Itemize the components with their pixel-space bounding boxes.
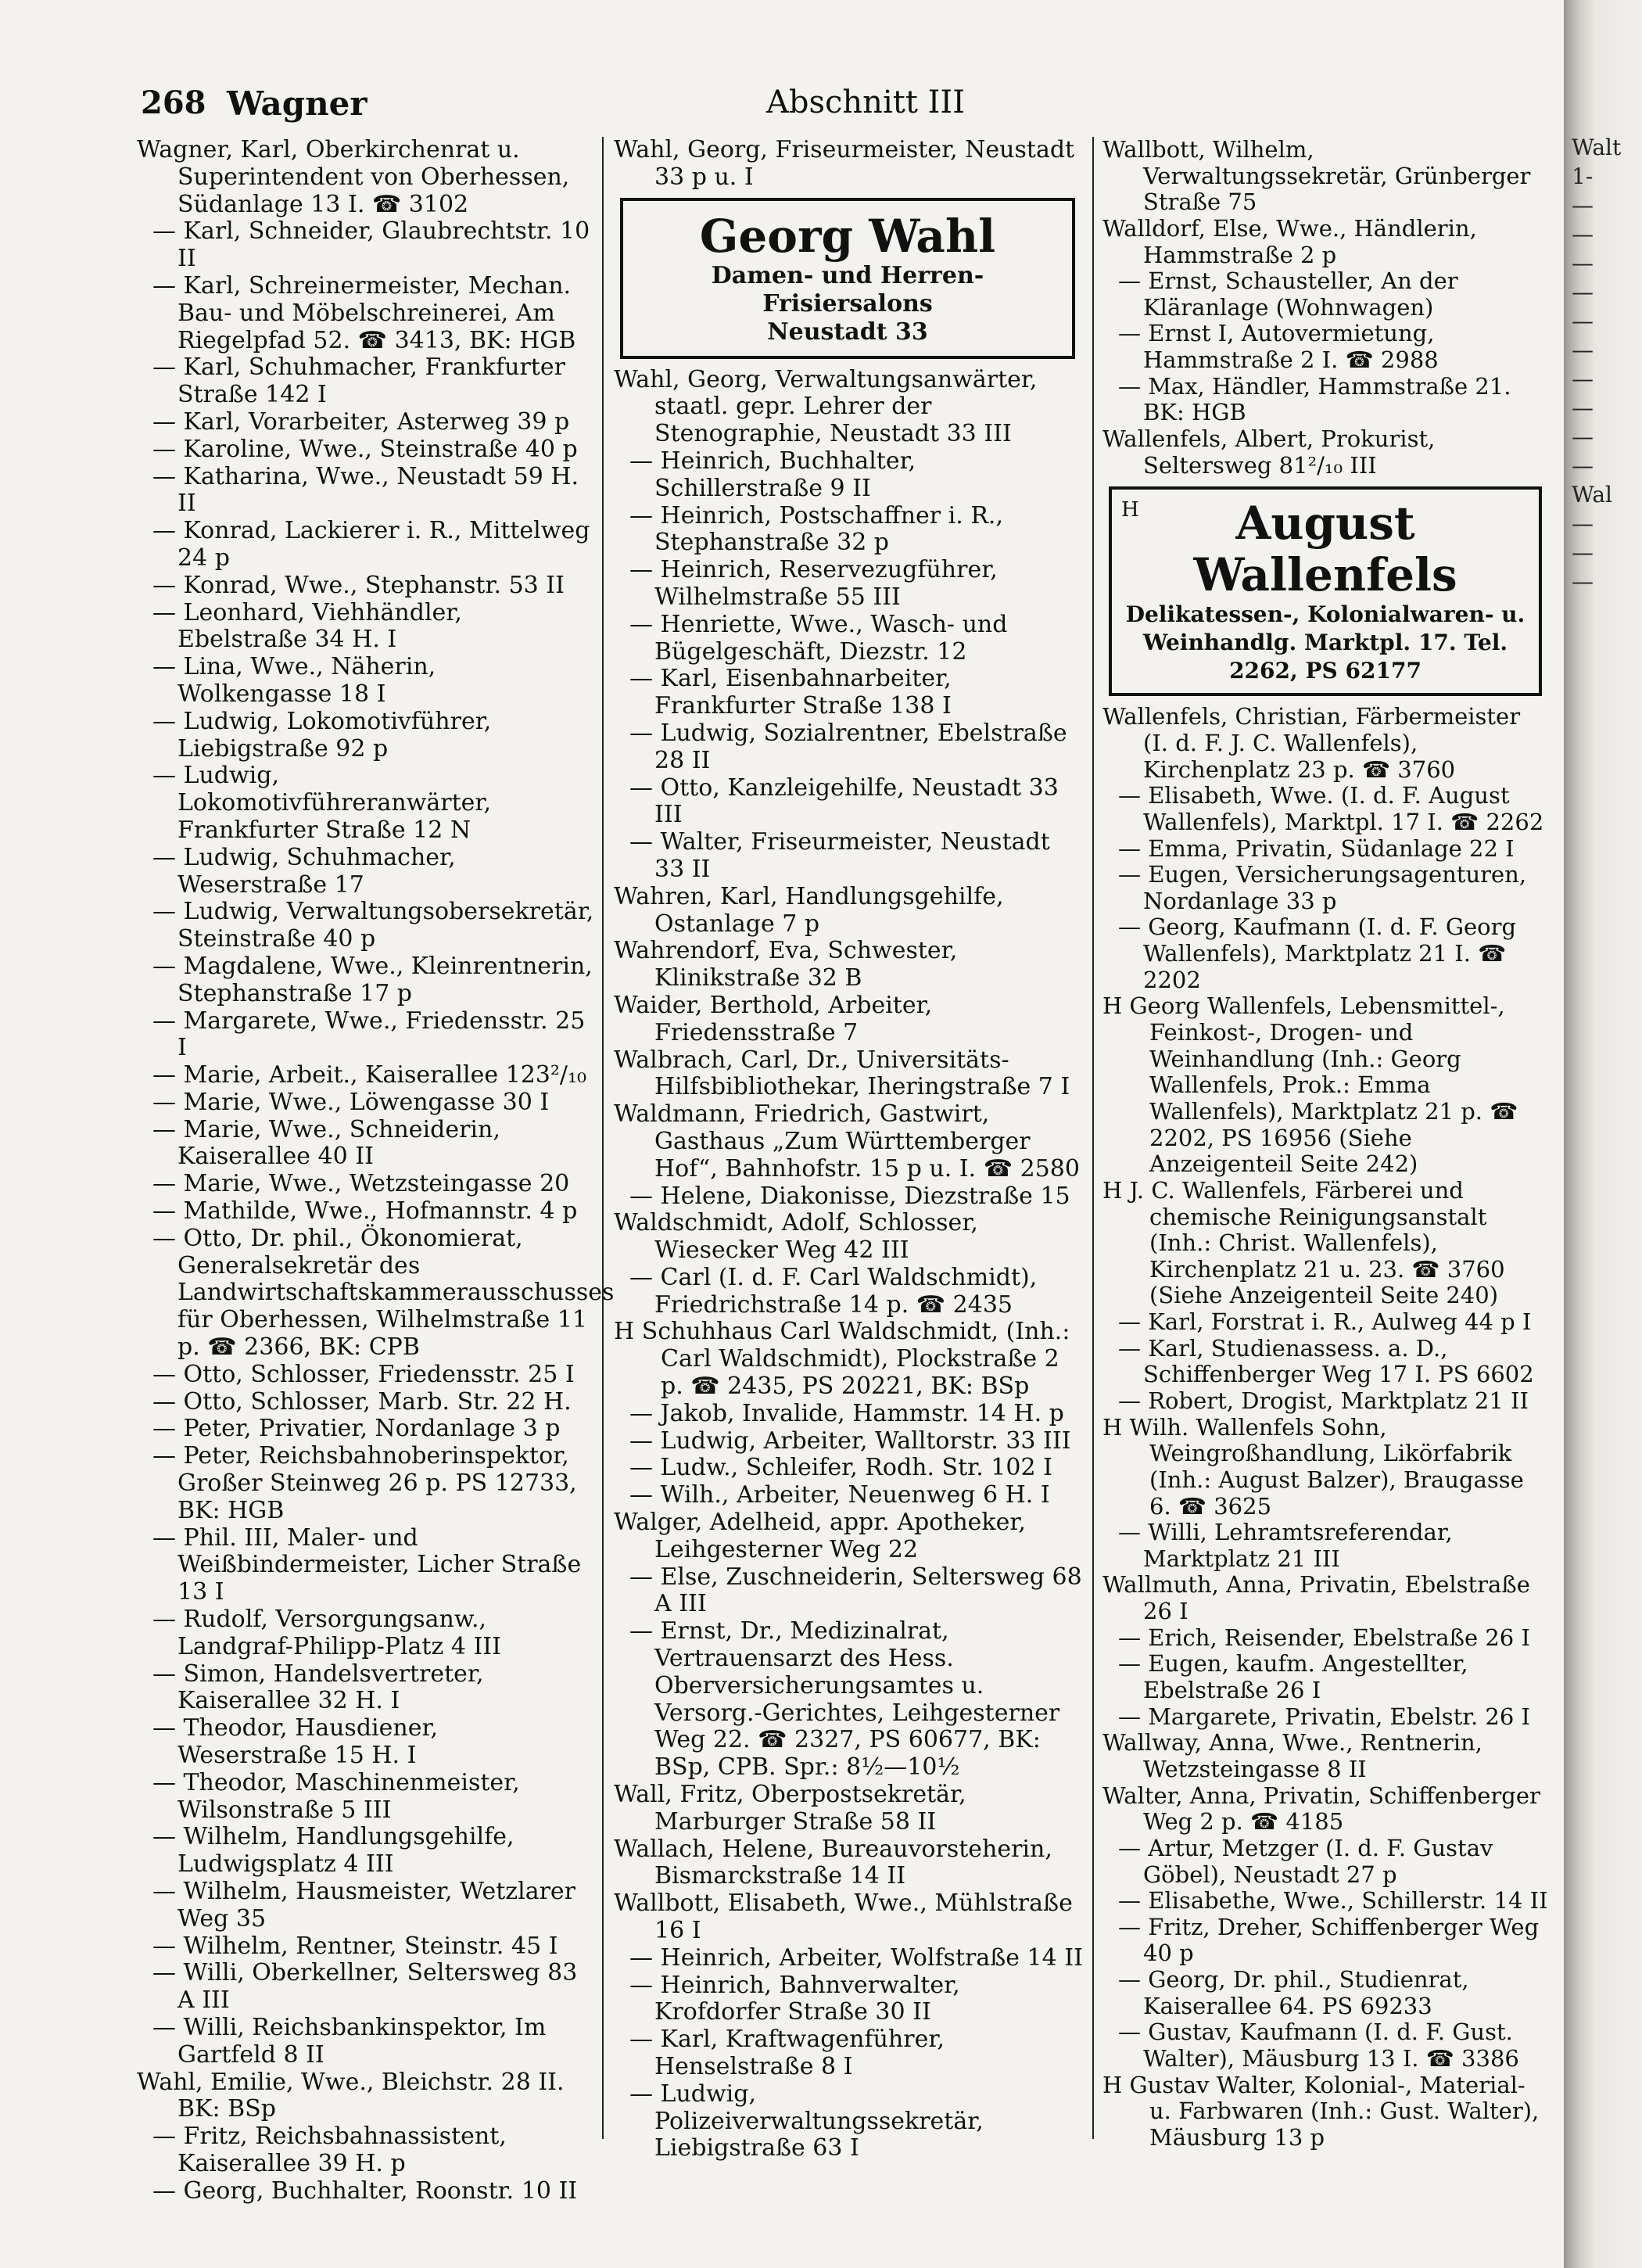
directory-entry: — Karl, Vorarbeiter, Asterweg 39 p <box>152 407 570 436</box>
directory-entry: Wallach, Helene, Bureauvorsteherin, Bismarckstraße 14 II <box>614 1835 1052 1890</box>
directory-entry: — Ernst, Dr., Medizinalrat, Vertrauensarzt des Hess. Oberversicherungsamtes u. Versorg.-Gerichtes, Leihgesterner Weg 22. ☎ 2327, PS 60677, BK: BSp, CPB. Spr.: 8½—10½ <box>629 1617 1060 1782</box>
directory-entry: — Karl, Kraftwagenführer, Henselstraße 8 I <box>629 2026 945 2080</box>
directory-entry: — Phil. III, Maler- und Weißbindermeister, Licher Straße 13 I <box>152 1523 582 1606</box>
page-header <box>141 84 1110 131</box>
column-rule <box>1092 137 1094 2139</box>
directory-entry: — Ernst I, Autovermietung, Hammstraße 2 I. ☎ 2988 <box>1118 320 1439 374</box>
directory-entry: — Simon, Handelsvertreter, Kaiserallee 32 H. I <box>152 1660 484 1715</box>
directory-entry: — Mathilde, Wwe., Hofmannstr. 4 p <box>152 1197 578 1226</box>
directory-entry: Walger, Adelheid, appr. Apotheker, Leihgesterner Weg 22 <box>614 1509 1026 1563</box>
directory-entry: — Karl, Schuhmacher, Frankfurter Straße 142 I <box>152 353 565 409</box>
ad-line: Delikatessen-, Kolonialwaren- u. Weinhandlg. Marktpl. 17. Tel. 2262, PS 62177 <box>1125 601 1525 684</box>
directory-entry: Wahrendorf, Eva, Schwester, Klinikstraße 32 B <box>614 937 958 992</box>
column-3 <box>1102 137 1548 2151</box>
edge-fragment: — <box>1572 569 1594 594</box>
edge-fragment: — <box>1572 250 1594 276</box>
directory-entry: Wahren, Karl, Handlungsgehilfe, Ostanlage 7 p <box>614 882 1004 938</box>
edge-fragment: — <box>1572 337 1594 363</box>
directory-entry: — Eugen, kaufm. Angestellter, Ebelstraße 26 I <box>1118 1650 1468 1704</box>
directory-entry: — Otto, Kanzleigehilfe, Neustadt 33 III <box>629 773 1059 829</box>
directory-entry: — Erich, Reisender, Ebelstraße 26 I <box>1118 1624 1530 1651</box>
directory-entry: — Willi, Lehramtsreferendar, Marktplatz 21 III <box>1118 1519 1453 1572</box>
directory-entry: Wahl, Georg, Verwaltungsanwärter, staatl. gepr. Lehrer der Stenographie, Neustadt 33 III <box>614 365 1038 448</box>
directory-entry: Wahl, Georg, Friseurmeister, Neustadt 33 p u. I <box>614 136 1075 191</box>
directory-entry: H Schuhhaus Carl Waldschmidt, (Inh.: Carl Waldschmidt), Plockstraße 2 p. ☎ 2435, PS 20221, BK: BSp <box>614 1318 1070 1401</box>
directory-entry: — Ludwig, Lokomotivführer, Liebigstraße 92 p <box>152 707 492 763</box>
directory-entry: — Margarete, Wwe., Friedensstr. 25 I <box>152 1007 586 1062</box>
directory-entry: — Georg, Buchhalter, Roonstr. 10 II <box>152 2176 578 2205</box>
directory-entry: — Peter, Reichsbahnoberinspektor, Großer Steinweg 26 p. PS 12733, BK: HGB <box>152 1442 577 1524</box>
edge-fragment: — <box>1572 540 1594 565</box>
directory-entry: Waldschmidt, Adolf, Schlosser, Wiesecker Weg 42 III <box>614 1209 978 1265</box>
directory-entry: — Georg, Kaufmann (I. d. F. Georg Wallenfels), Marktplatz 21 I. ☎ 2202 <box>1118 913 1517 993</box>
ad-title: August Wallenfels <box>1193 497 1457 602</box>
column-2 <box>614 137 1083 2162</box>
ad-title: Georg Wahl <box>699 209 996 263</box>
directory-entry: Wallmuth, Anna, Privatin, Ebelstraße 26 I <box>1102 1571 1530 1625</box>
directory-entry: — Leonhard, Viehhändler, Ebelstraße 34 H. I <box>152 598 462 654</box>
directory-entry: — Ludw., Schleifer, Rodh. Str. 102 I <box>629 1454 1052 1482</box>
directory-entry: Wallbott, Wilhelm, Verwaltungssekretär, Grünberger Straße 75 <box>1102 136 1531 216</box>
directory-entry: — Willi, Reichsbankinspektor, Im Gartfeld 8 II <box>152 2013 547 2069</box>
directory-entry: — Elisabethe, Wwe., Schillerstr. 14 II <box>1118 1887 1548 1915</box>
edge-fragment: — <box>1572 192 1594 218</box>
ad-mark: H <box>1121 498 1139 522</box>
directory-entry: — Ludwig, Sozialrentner, Ebelstraße 28 II <box>629 719 1067 774</box>
directory-entry: — Rudolf, Versorgungsanw., Landgraf-Philipp-Platz 4 III <box>152 1606 502 1660</box>
directory-entry: — Henriette, Wwe., Wasch- und Bügelgeschäft, Diezstr. 12 <box>629 610 1008 666</box>
directory-entry: — Robert, Drogist, Marktplatz 21 II <box>1118 1387 1529 1414</box>
directory-entry: H Wilh. Wallenfels Sohn, Weingroßhandlung, Likörfabrik (Inh.: August Balzer), Braugasse 6. ☎ 3625 <box>1102 1413 1524 1520</box>
directory-entry: — Carl (I. d. F. Carl Waldschmidt), Friedrichstraße 14 p. ☎ 2435 <box>629 1263 1038 1319</box>
directory-entry: Walbrach, Carl, Dr., Universitäts-Hilfsbibliothekar, Iheringstraße 7 I <box>614 1046 1070 1101</box>
directory-entry: — Otto, Schlosser, Friedensstr. 25 I <box>152 1360 575 1388</box>
ad-august-wallenfels <box>1109 486 1542 696</box>
directory-entry: — Wilhelm, Handlungsgehilfe, Ludwigsplatz 4 III <box>152 1823 514 1879</box>
directory-entry: — Lina, Wwe., Näherin, Wolkengasse 18 I <box>152 653 436 708</box>
edge-fragment: — <box>1572 453 1594 479</box>
directory-entry: Wall, Fritz, Oberpostsekretär, Marburger Straße 58 II <box>614 1781 966 1836</box>
directory-entry: — Marie, Wwe., Schneiderin, Kaiserallee 40 II <box>152 1115 500 1171</box>
directory-entry: — Karl, Eisenbahnarbeiter, Frankfurter Straße 138 I <box>629 665 952 720</box>
directory-entry: — Fritz, Reichsbahnassistent, Kaiserallee 39 H. p <box>152 2123 507 2177</box>
directory-entry: — Konrad, Lackierer i. R., Mittelweg 24 p <box>152 517 590 572</box>
directory-entry: — Emma, Privatin, Südanlage 22 I <box>1118 834 1515 862</box>
directory-entry: — Karoline, Wwe., Steinstraße 40 p <box>152 435 578 463</box>
column-1 <box>137 136 615 2205</box>
directory-entry: — Fritz, Dreher, Schiffenberger Weg 40 p <box>1118 1913 1540 1967</box>
directory-entry: — Marie, Wwe., Löwengasse 30 I <box>152 1088 550 1116</box>
directory-entry: — Artur, Metzger (I. d. F. Gustav Göbel), Neustadt 27 p <box>1118 1834 1493 1888</box>
directory-entry: — Heinrich, Postschaffner i. R., Stephanstraße 32 p <box>629 501 1003 557</box>
directory-entry: — Karl, Forstrat i. R., Aulweg 44 p I <box>1118 1308 1532 1336</box>
directory-entry: — Magdalene, Wwe., Kleinrentnerin, Stephanstraße 17 p <box>152 952 593 1007</box>
ad-line: Neustadt 33 <box>767 318 928 346</box>
directory-entry: — Katharina, Wwe., Neustadt 59 H. II <box>152 462 579 518</box>
directory-entry: H Gustav Walter, Kolonial-, Material- u. Farbwaren (Inh.: Gust. Walter), Mäusburg 13 p <box>1102 2071 1540 2151</box>
directory-entry: Wallenfels, Albert, Prokurist, Seltersweg 81²/₁₀ III <box>1102 425 1436 479</box>
directory-entry: — Jakob, Invalide, Hammstr. 14 H. p <box>629 1399 1064 1427</box>
directory-entry: — Peter, Privatier, Nordanlage 3 p <box>152 1415 561 1443</box>
directory-entry: — Wilhelm, Rentner, Steinstr. 45 I <box>152 1932 558 1960</box>
directory-entry: — Konrad, Wwe., Stephanstr. 53 II <box>152 571 565 599</box>
directory-entry: — Helene, Diakonisse, Diezstraße 15 <box>629 1182 1070 1210</box>
directory-entry: Walldorf, Else, Wwe., Händlerin, Hammstraße 2 p <box>1102 214 1477 268</box>
directory-entry: — Wilhelm, Hausmeister, Wetzlarer Weg 35 <box>152 1878 576 1932</box>
directory-entry: — Otto, Dr. phil., Ökonomierat, Generalsekretär des Landwirtschaftskammerausschusses für Oberhessen, Wilhelmstraße 11 p. ☎ 2366, BK: CPB <box>152 1224 615 1362</box>
directory-entry: Wahl, Emilie, Wwe., Bleichstr. 28 II. BK: BSp <box>137 2068 565 2123</box>
directory-entry: — Heinrich, Buchhalter, Schillerstraße 9 II <box>629 447 916 502</box>
directory-entry: — Gustav, Kaufmann (I. d. F. Gust. Walter), Mäusburg 13 I. ☎ 3386 <box>1118 2019 1519 2072</box>
directory-entry: — Theodor, Hausdiener, Weserstraße 15 H. I <box>152 1714 439 1770</box>
directory-entry: — Karl, Schreinermeister, Mechan. Bau- und Möbelschreinerei, Am Riegelpfad 52. ☎ 3413, BK: HGB <box>152 271 576 354</box>
directory-entry: — Ludwig, Polizeiverwaltungssekretär, Liebigstraße 63 I <box>629 2080 984 2162</box>
directory-entry: — Willi, Oberkellner, Seltersweg 83 A III <box>152 1959 578 2015</box>
directory-entry: — Heinrich, Arbeiter, Wolfstraße 14 II <box>629 1943 1083 1972</box>
directory-entry: — Ludwig, Schuhmacher, Weserstraße 17 <box>152 843 456 899</box>
ad-georg-wahl <box>620 198 1075 359</box>
edge-fragment: — <box>1572 511 1594 536</box>
directory-entry: — Else, Zuschneiderin, Seltersweg 68 A III <box>629 1563 1082 1618</box>
directory-entry: — Heinrich, Reservezugführer, Wilhelmstraße 55 III <box>629 556 998 611</box>
edge-fragment: Walt <box>1572 135 1622 160</box>
directory-entry: — Karl, Studienassess. a. D., Schiffenberger Weg 17 I. PS 6602 <box>1118 1334 1534 1388</box>
running-name: Wagner <box>227 84 367 123</box>
edge-fragment: 1- <box>1572 163 1594 189</box>
edge-fragment: — <box>1572 395 1594 421</box>
edge-fragment: — <box>1572 279 1594 305</box>
facing-page-edge <box>1572 133 1642 596</box>
directory-entry: Waider, Berthold, Arbeiter, Friedensstraße 7 <box>614 991 933 1046</box>
directory-entry: — Eugen, Versicherungsagenturen, Nordanlage 33 p <box>1118 861 1527 914</box>
directory-entry: — Theodor, Maschinenmeister, Wilsonstraße 5 III <box>152 1768 520 1824</box>
page-number: 268 <box>141 84 206 121</box>
directory-entry: — Max, Händler, Hammstraße 21. BK: HGB <box>1118 372 1511 426</box>
directory-entry: Wallway, Anna, Wwe., Rentnerin, Wetzsteingasse 8 II <box>1102 1729 1482 1782</box>
edge-fragment: — <box>1572 424 1594 450</box>
directory-entry: — Ludwig, Verwaltungsobersekretär, Steinstraße 40 p <box>152 898 594 953</box>
directory-entry: — Margarete, Privatin, Ebelstr. 26 I <box>1118 1703 1530 1730</box>
directory-entry: — Otto, Schlosser, Marb. Str. 22 H. <box>152 1387 572 1416</box>
edge-fragment: Wal <box>1572 482 1612 508</box>
directory-entry: — Heinrich, Bahnverwalter, Krofdorfer Straße 30 II <box>629 1971 960 2026</box>
edge-fragment: — <box>1572 308 1594 334</box>
edge-fragment: — <box>1572 366 1594 392</box>
directory-entry: — Ernst, Schausteller, An der Kläranlage (Wohnwagen) <box>1118 267 1458 321</box>
edge-fragment: — <box>1572 221 1594 247</box>
directory-entry: — Marie, Arbeit., Kaiserallee 123²/₁₀ <box>152 1061 587 1089</box>
directory-entry: — Karl, Schneider, Glaubrechtstr. 10 II <box>152 217 590 273</box>
section-title: Abschnitt III <box>766 84 966 120</box>
directory-entry: H J. C. Wallenfels, Färberei und chemische Reinigungsanstalt (Inh.: Christ. Wallenfels), Kirchenplatz 21 u. 23. ☎ 3760 (Siehe Anzeigenteil Seite 240) <box>1102 1176 1505 1309</box>
directory-entry: — Wilh., Arbeiter, Neuenweg 6 H. I <box>629 1481 1050 1509</box>
directory-entry: — Georg, Dr. phil., Studienrat, Kaiserallee 64. PS 69233 <box>1118 1966 1469 2019</box>
directory-entry: H Georg Wallenfels, Lebensmittel-, Feinkost-, Drogen- und Weinhandlung (Inh.: Georg Wallenfels, Prok.: Emma Wallenfels), Marktplatz 21 p. ☎ 2202, PS 16956 (Siehe Anzeigenteil Seite 242) <box>1102 992 1518 1178</box>
directory-entry: — Ludwig, Arbeiter, Walltorstr. 33 III <box>629 1426 1071 1455</box>
directory-entry: — Ludwig, Lokomotivführeranwärter, Frankfurter Straße 12 N <box>152 762 492 844</box>
directory-entry: Wallenfels, Christian, Färbermeister (I. d. F. J. C. Wallenfels), Kirchenplatz 23 p. ☎ 3760 <box>1102 703 1521 783</box>
directory-entry: Wagner, Karl, Oberkirchenrat u. Superintendent von Oberhessen, Südanlage 13 I. ☎ 3102 <box>137 136 570 218</box>
directory-entry: — Walter, Friseurmeister, Neustadt 33 II <box>629 828 1050 883</box>
directory-entry: — Marie, Wwe., Wetzsteingasse 20 <box>152 1170 570 1198</box>
directory-entry: — Elisabeth, Wwe. (I. d. F. August Wallenfels), Marktpl. 17 I. ☎ 2262 <box>1118 782 1544 835</box>
directory-entry: Wallbott, Elisabeth, Wwe., Mühlstraße 16 I <box>614 1889 1073 1945</box>
ad-line: Damen- und Herren-Frisiersalons <box>711 261 984 318</box>
directory-entry: Walter, Anna, Privatin, Schiffenberger Weg 2 p. ☎ 4185 <box>1102 1782 1540 1836</box>
column-rule <box>602 137 604 2139</box>
directory-entry: Waldmann, Friedrich, Gastwirt, Gasthaus „Zum Württemberger Hof“, Bahnhofstr. 15 p u. I. ☎ 2580 <box>614 1100 1080 1182</box>
